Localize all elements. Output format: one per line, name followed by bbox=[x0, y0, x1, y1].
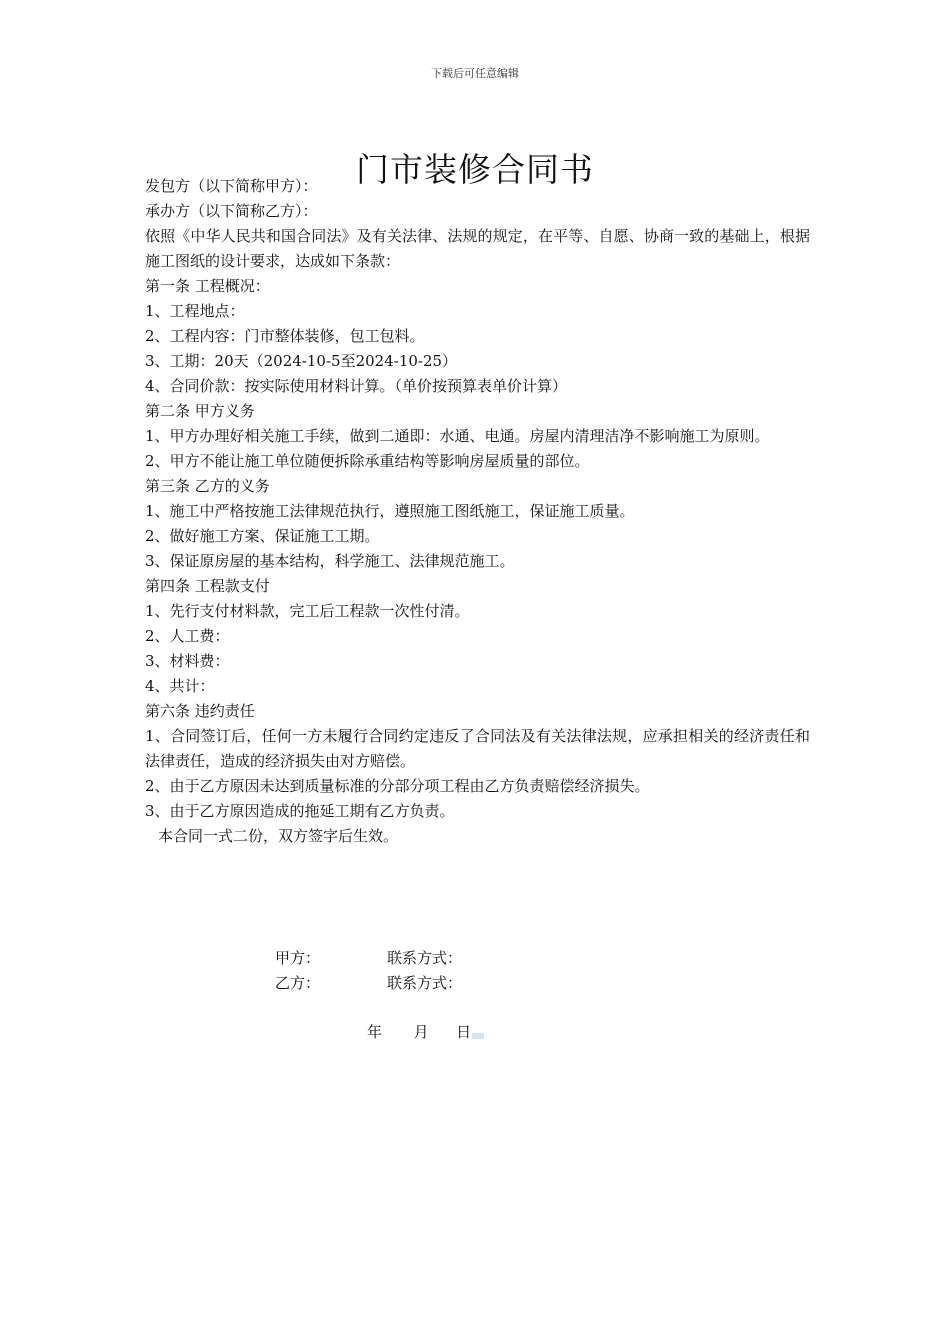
clause-1-item-2: 2、工程内容：门市整体装修，包工包料。 bbox=[145, 327, 425, 345]
contract-body bbox=[145, 174, 810, 849]
clause-3-heading: 第三条 乙方的义务 bbox=[145, 477, 270, 495]
clause-4-item-3: 3、材料费： bbox=[145, 652, 230, 670]
party-b-signature-label: 乙方： bbox=[275, 974, 321, 992]
paragraph-party-a: 发包方（以下简称甲方）： bbox=[145, 177, 318, 195]
clause-2-item-1: 1、甲方办理好相关施工手续，做到二通即：水通、电通。房屋内清理洁净不影响施工为原则。 bbox=[145, 427, 770, 445]
clause-2-heading: 第二条 甲方义务 bbox=[145, 402, 255, 420]
paragraph-preamble: 依照《中华人民共和国合同法》及有关法律、法规的规定，在平等、自愿、协商一致的基础上，根据施工图纸的设计要求，达成如下条款： bbox=[145, 227, 810, 270]
signing-date bbox=[367, 1020, 484, 1045]
text-cursor-highlight bbox=[472, 1033, 484, 1039]
header-note: 下载后可任意编辑 bbox=[431, 67, 519, 80]
party-a-signature-label: 甲方： bbox=[275, 949, 321, 967]
clause-4-item-2: 2、人工费： bbox=[145, 627, 230, 645]
clause-1-item-1: 1、工程地点： bbox=[145, 302, 245, 320]
clause-3-item-1: 1、施工中严格按施工法律规范执行，遵照施工图纸施工，保证施工质量。 bbox=[145, 502, 635, 520]
clause-4-item-4: 4、共计： bbox=[145, 677, 215, 695]
clause-6-heading: 第六条 违约责任 bbox=[145, 702, 255, 720]
clause-1-item-3: 3、工期：20天（2024-10-5至2024-10-25） bbox=[145, 352, 458, 370]
clause-1-item-4: 4、合同价款：按实际使用材料计算。（单价按预算表单价计算） bbox=[145, 377, 568, 395]
clause-2-item-2: 2、甲方不能让施工单位随便拆除承重结构等影响房屋质量的部位。 bbox=[145, 452, 590, 470]
date-year-label: 年 bbox=[367, 1023, 383, 1041]
party-a-contact-label: 联系方式： bbox=[387, 949, 463, 967]
clause-3-item-2: 2、做好施工方案、保证施工工期。 bbox=[145, 527, 380, 545]
paragraph-party-b: 承办方（以下简称乙方）： bbox=[145, 202, 318, 220]
clause-6-item-2: 2、由于乙方原因未达到质量标准的分部分项工程由乙方负责赔偿经济损失。 bbox=[145, 777, 650, 795]
closing-statement: 本合同一式二份，双方签字后生效。 bbox=[158, 827, 399, 845]
clause-3-item-3: 3、保证原房屋的基本结构，科学施工、法律规范施工。 bbox=[145, 552, 515, 570]
date-day-label: 日 bbox=[456, 1023, 472, 1041]
clause-6-item-3: 3、由于乙方原因造成的拖延工期有乙方负责。 bbox=[145, 802, 455, 820]
document-title: 门市装修合同书 bbox=[356, 150, 594, 190]
clause-6-item-1: 1、合同签订后，任何一方未履行合同约定违反了合同法及有关法律法规，应承担相关的经济责任和法律责任，造成的经济损失由对方赔偿。 bbox=[145, 727, 810, 770]
clause-1-heading: 第一条 工程概况： bbox=[145, 277, 270, 295]
clause-4-heading: 第四条 工程款支付 bbox=[145, 577, 270, 595]
clause-4-item-1: 1、先行支付材料款，完工后工程款一次性付清。 bbox=[145, 602, 470, 620]
date-month-label: 月 bbox=[413, 1023, 429, 1041]
party-b-contact-label: 联系方式： bbox=[387, 974, 463, 992]
